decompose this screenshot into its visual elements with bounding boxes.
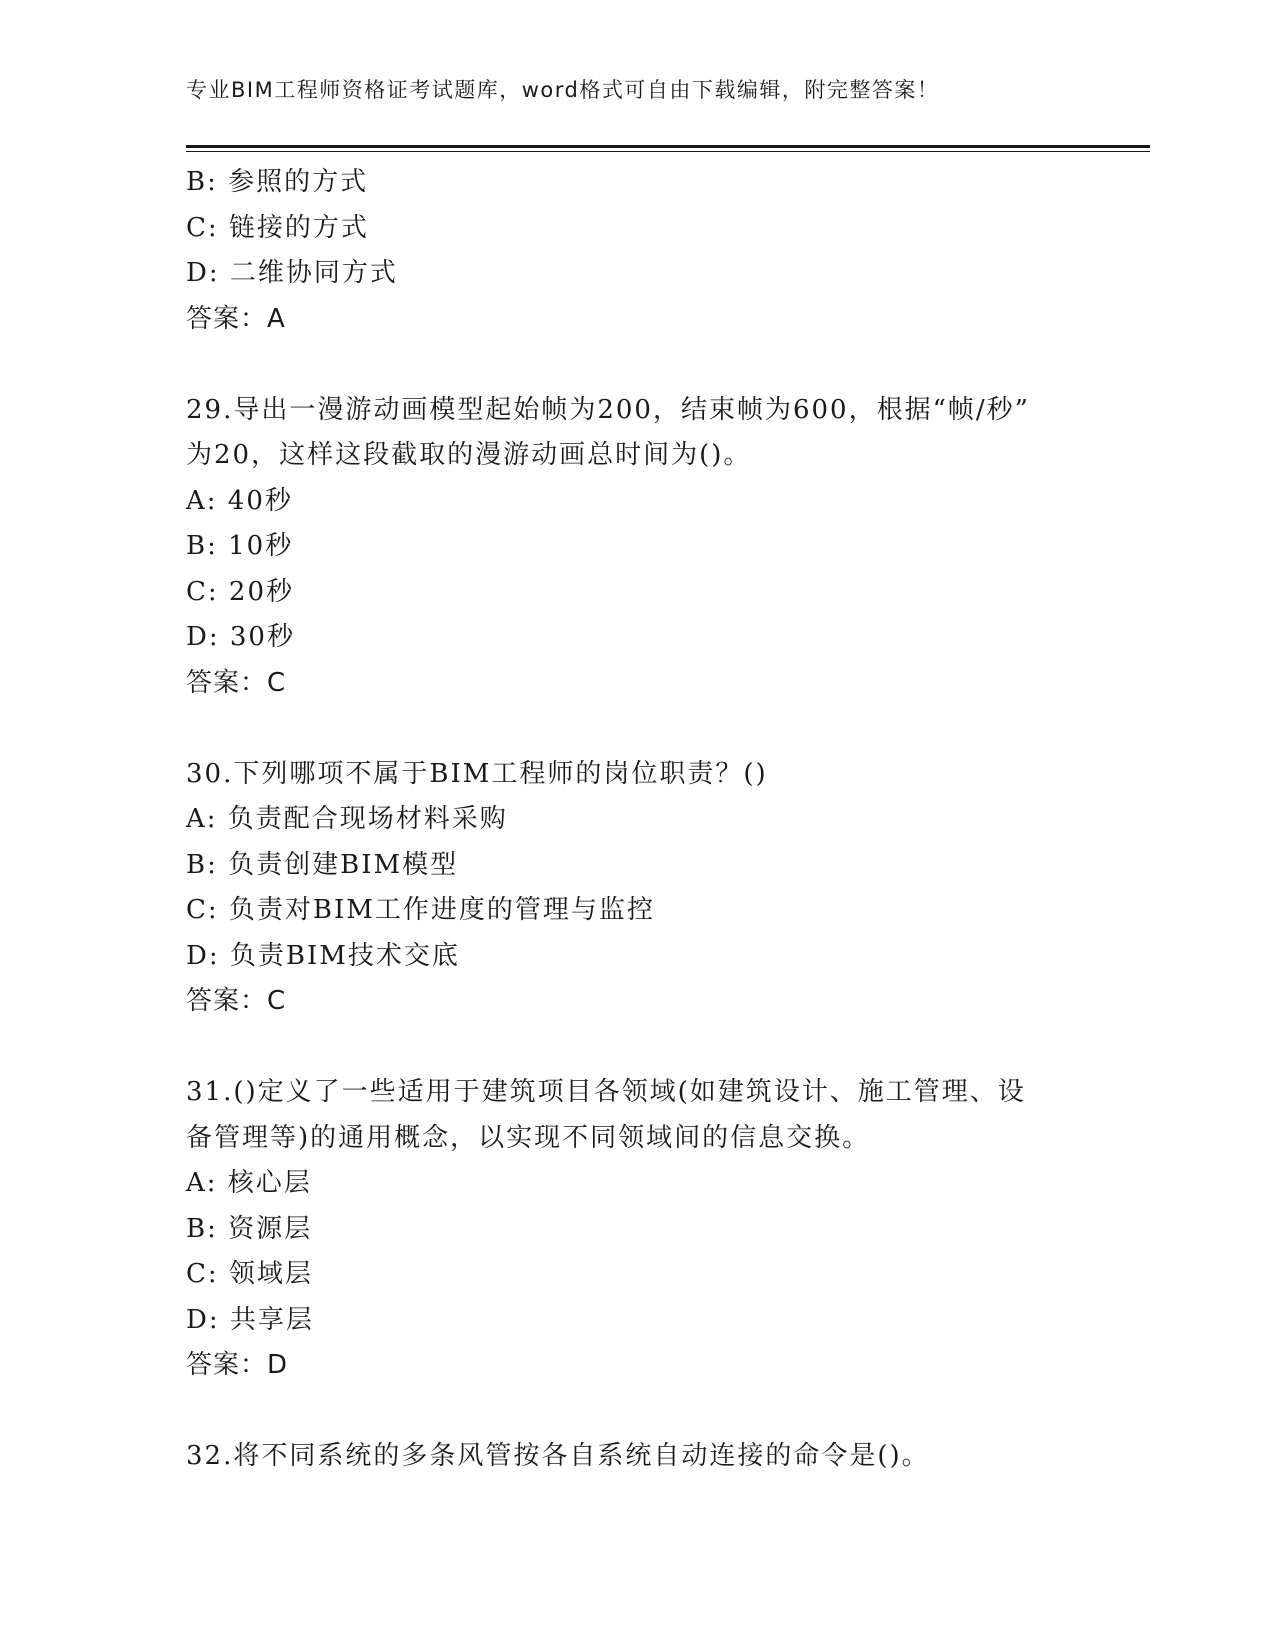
question-stem-line: 32.将不同系统的多条风管按各自系统自动连接的命令是()。 (186, 1441, 930, 1471)
question-content (186, 160, 1086, 1480)
question-stem-line: 31.()定义了一些适用于建筑项目各领域(如建筑设计、施工管理、设 (186, 1077, 1026, 1107)
option-d: D: 30秒 (186, 622, 295, 652)
spacer (186, 1025, 1086, 1071)
option-b: B: 负责创建BIM模型 (186, 849, 459, 880)
question-stem-line: 30.下列哪项不属于BIM工程师的岗位职责？() (186, 758, 768, 789)
question-31 (186, 1070, 1086, 1389)
option-c: C: 领域层 (186, 1259, 313, 1289)
question-stem-line: 29.导出一漫游动画模型起始帧为200，结束帧为600，根据“帧/秒” (186, 394, 1030, 425)
question-32 (186, 1434, 1086, 1480)
question-stem-line: 备管理等)的通用概念，以实现不同领域间的信息交换。 (186, 1122, 871, 1153)
option-c: C: 负责对BIM工作进度的管理与监控 (186, 895, 655, 925)
spacer (186, 1389, 1086, 1435)
question-29 (186, 388, 1086, 707)
answer-label: 答案：A (186, 303, 286, 334)
option-b: B: 资源层 (186, 1213, 313, 1244)
option-d: D: 共享层 (186, 1304, 314, 1335)
option-b: B: 10秒 (186, 531, 294, 561)
header-rule-thick (186, 145, 1150, 148)
option-a: A: 核心层 (186, 1168, 312, 1198)
option-c: C: 链接的方式 (186, 212, 369, 243)
option-a: A: 40秒 (186, 485, 293, 516)
option-b: B: 参照的方式 (186, 167, 369, 197)
answer-label: 答案：C (186, 667, 287, 698)
spacer (186, 342, 1086, 388)
option-d: D: 二维协同方式 (186, 258, 398, 288)
option-a: A: 负责配合现场材料采购 (186, 804, 508, 834)
spacer (186, 706, 1086, 752)
answer-label: 答案：D (186, 1350, 289, 1380)
header-rule-thin (186, 151, 1150, 152)
question-stem-line: 为20，这样这段截取的漫游动画总时间为()。 (186, 440, 752, 470)
page-header: 专业BIM工程师资格证考试题库，word格式可自由下载编辑，附完整答案！ (186, 78, 940, 102)
answer-label: 答案：C (186, 986, 287, 1016)
prev-question (186, 160, 1086, 342)
option-c: C: 20秒 (186, 576, 295, 607)
question-30 (186, 752, 1086, 1025)
option-d: D: 负责BIM技术交底 (186, 940, 460, 971)
